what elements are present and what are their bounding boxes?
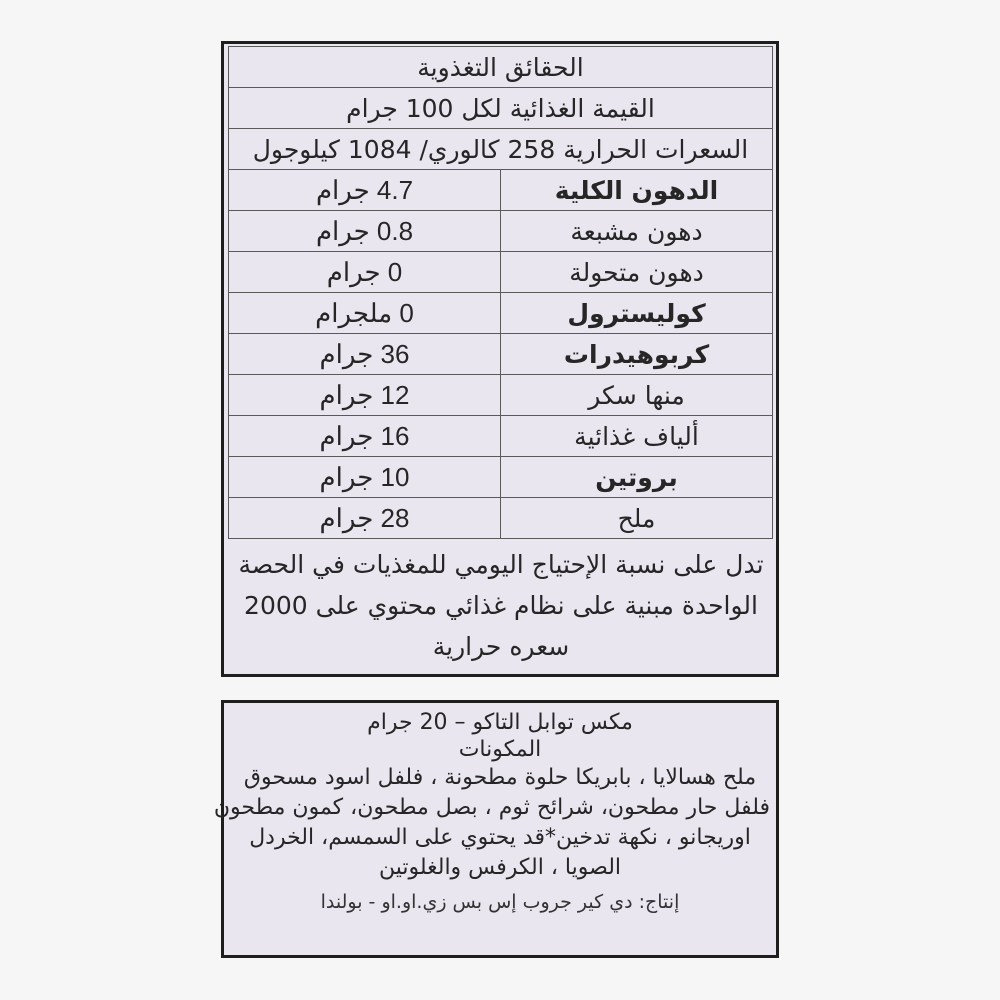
nutrient-row <box>229 293 773 334</box>
nutrient-name: الدهون الكلية <box>501 170 773 211</box>
ingredients-panel <box>213 700 779 958</box>
nutrient-row <box>229 252 773 293</box>
energy-row <box>229 129 773 170</box>
per-serving-text: القيمة الغذائية لكل 100 جرام <box>229 88 773 129</box>
nutrient-value: 12 جرام <box>229 375 501 416</box>
footnote-line: تدل على نسبة الإحتياج اليومي للمغذيات في الحصة <box>238 550 764 579</box>
nutrient-name: كوليسترول <box>501 293 773 334</box>
nutrient-row <box>229 457 773 498</box>
nutrient-row <box>229 170 773 211</box>
nutrient-name: كربوهيدرات <box>501 334 773 375</box>
nutrient-name: ملح <box>501 498 773 539</box>
ingredients-line: اوريجانو ، نكهة تدخين*قد يحتوي على السمسم، الخردل <box>249 825 751 850</box>
ingredients-heading: المكونات <box>458 737 542 762</box>
nutrient-value: 10 جرام <box>229 457 501 498</box>
footnote-line: سعره حرارية <box>432 632 570 661</box>
title-row <box>229 47 773 88</box>
nutrient-row <box>229 498 773 539</box>
product-name: مكس توابل التاكو – 20 جرام <box>367 710 633 735</box>
ingredients-line: ملح هسالايا ، بابريكا حلوة مطحونة ، فلفل اسود مسحوق <box>243 765 757 790</box>
nutrient-name: دهون متحولة <box>501 252 773 293</box>
nutrient-row <box>229 334 773 375</box>
nutrient-value: 16 جرام <box>229 416 501 457</box>
nutrition-table <box>228 46 773 539</box>
nutrient-row <box>229 375 773 416</box>
nutrient-row <box>229 416 773 457</box>
per-serving-row <box>229 88 773 129</box>
nutrient-value: 36 جرام <box>229 334 501 375</box>
ingredients-line: فلفل حار مطحون، شرائح ثوم ، بصل مطحون، كمون مطحون <box>213 795 770 820</box>
producer-text: إنتاج: دي كير جروب إس بس زي.او.او - بولندا <box>320 891 680 913</box>
nutrient-name: بروتين <box>501 457 773 498</box>
nutrient-name: منها سكر <box>501 375 773 416</box>
nutrient-value: 4.7 جرام <box>229 170 501 211</box>
nutrient-value: 0 ملجرام <box>229 293 501 334</box>
footnote-line: الواحدة مبنية على نظام غذائي محتوي على 2000 <box>244 591 758 620</box>
nutrient-value: 0.8 جرام <box>229 211 501 252</box>
nutrient-name: دهون مشبعة <box>501 211 773 252</box>
daily-value-footnote <box>234 544 768 667</box>
ingredients-text-block <box>213 709 770 917</box>
ingredients-line: الصويا ، الكرفس والغلوتين <box>378 855 622 880</box>
nutrient-row <box>229 211 773 252</box>
nutrient-value: 0 جرام <box>229 252 501 293</box>
nutrient-value: 28 جرام <box>229 498 501 539</box>
nutrition-title: الحقائق التغذوية <box>229 47 773 88</box>
energy-text: السعرات الحرارية 258 كالوري/ 1084 كيلوجول <box>229 129 773 170</box>
nutrient-name: ألياف غذائية <box>501 416 773 457</box>
nutrition-facts-panel <box>221 41 779 677</box>
